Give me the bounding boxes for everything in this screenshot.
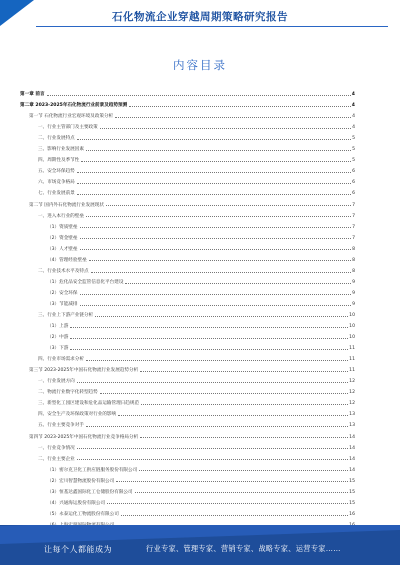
table-of-contents [20, 86, 355, 528]
toc-leader-dots [95, 316, 348, 317]
toc-entry-page: 7 [352, 213, 355, 219]
toc-entry-label: 一、进入本行业的壁垒 [38, 213, 84, 219]
toc-entry-label: 第二节 国内外石化物流行业发展现状 [29, 202, 104, 208]
toc-entry[interactable] [20, 174, 355, 185]
toc-entry[interactable] [20, 141, 355, 152]
toc-entry-page: 15 [349, 478, 355, 484]
toc-entry-page: 6 [352, 169, 355, 175]
toc-entry-label: 第一节 石化物流行业宏观环境及政策分析 [29, 114, 114, 120]
toc-entry[interactable] [20, 473, 355, 484]
toc-entry[interactable] [20, 307, 355, 318]
toc-entry-label: 二、行业技术水平及特点 [38, 268, 89, 274]
toc-entry-page: 14 [349, 467, 355, 473]
toc-leader-dots [140, 437, 348, 438]
toc-entry-page: 11 [349, 357, 355, 363]
toc-leader-dots [70, 338, 348, 339]
toc-entry-label: （3）恒基达鑫国际化工仓储股份有限公司 [47, 489, 133, 495]
toc-leader-dots [129, 106, 351, 107]
toc-entry-page: 9 [352, 301, 355, 307]
toc-entry-page: 9 [352, 279, 355, 285]
toc-entry-page: 12 [349, 401, 355, 407]
toc-leader-dots [47, 95, 351, 96]
toc-entry-page: 5 [352, 158, 355, 164]
toc-entry[interactable] [20, 318, 355, 329]
toc-entry-label: （4）管理经验壁垒 [47, 257, 87, 263]
toc-entry-label: （3）下游 [47, 346, 69, 352]
toc-leader-dots [141, 404, 348, 405]
toc-entry[interactable] [20, 440, 355, 451]
toc-leader-dots [86, 360, 348, 361]
toc-leader-dots [86, 426, 348, 427]
toc-entry[interactable] [20, 406, 355, 417]
report-title: 石化物流企业穿越周期策略研究报告 [112, 11, 288, 23]
page-footer [0, 525, 400, 565]
toc-entry[interactable] [20, 462, 355, 473]
toc-leader-dots [77, 183, 351, 184]
toc-leader-dots [125, 283, 351, 284]
toc-entry-label: 五、安全环保趋势 [38, 169, 75, 175]
toc-entry-page: 7 [352, 235, 355, 241]
toc-entry-label: 第四节 2023-2025年中国石化物流行业竞争格局分析 [29, 434, 139, 440]
toc-entry-page: 7 [352, 224, 355, 230]
toc-entry-label: 七、行业发展前景 [38, 191, 75, 197]
toc-entry[interactable] [20, 351, 355, 362]
toc-entry-label: 四、安全生产及环保政策对行业的影响 [38, 412, 117, 418]
toc-entry[interactable] [20, 196, 355, 207]
toc-entry-page: 7 [352, 202, 355, 208]
toc-entry[interactable] [20, 329, 355, 340]
toc-entry[interactable] [20, 484, 355, 495]
toc-entry-page: 6 [352, 191, 355, 197]
toc-leader-dots [77, 459, 348, 460]
toc-entry-page: 14 [349, 445, 355, 451]
toc-entry-label: 一、行业发展方向 [38, 379, 75, 385]
toc-entry-label: 二、行业发展特点 [38, 136, 75, 142]
toc-leader-dots [115, 117, 351, 118]
toc-entry-label: （1）上游 [47, 324, 69, 330]
toc-entry-page: 16 [349, 511, 355, 517]
toc-entry[interactable] [20, 252, 355, 263]
toc-leader-dots [106, 205, 351, 206]
toc-entry[interactable] [20, 362, 355, 373]
toc-leader-dots [86, 150, 351, 151]
toc-leader-dots [118, 415, 348, 416]
toc-entry[interactable] [20, 219, 355, 230]
toc-leader-dots [140, 371, 348, 372]
toc-entry[interactable] [20, 495, 355, 506]
toc-entry-label: 一、行业主管部门及主要政策 [38, 125, 98, 131]
toc-leader-dots [80, 238, 352, 239]
toc-leader-dots [80, 294, 352, 295]
toc-leader-dots [121, 515, 348, 516]
toc-entry-label: （5）永泰运化工物流股份有限公司 [47, 511, 119, 517]
toc-leader-dots [80, 249, 352, 250]
toc-leader-dots [80, 305, 352, 306]
toc-entry[interactable] [20, 152, 355, 163]
toc-entry[interactable] [20, 97, 355, 108]
toc-entry-label: （3）人才壁垒 [47, 246, 78, 252]
toc-entry-label: 四、周期性及季节性 [38, 158, 80, 164]
toc-entry-label: （2）资金壁垒 [47, 235, 78, 241]
toc-leader-dots [77, 139, 351, 140]
toc-entry-page: 11 [349, 346, 355, 352]
toc-entry-label: 五、行业主要竞争对手 [38, 423, 84, 429]
toc-entry-label: 三、影响行业发展因素 [38, 147, 84, 153]
toc-entry[interactable] [20, 241, 355, 252]
toc-entry-page: 14 [349, 434, 355, 440]
toc-entry-label: 六、市场竞争格局 [38, 180, 75, 186]
toc-entry-page: 13 [349, 423, 355, 429]
toc-entry[interactable] [20, 263, 355, 274]
toc-entry-page: 15 [349, 500, 355, 506]
toc-entry-label: （2）中游 [47, 335, 69, 341]
footer-slogan: 让每个人都能成为 [44, 545, 112, 554]
toc-entry[interactable] [20, 395, 355, 406]
footer-decoration [0, 525, 400, 545]
toc-entry-label: 第一章 前言 [20, 92, 45, 98]
toc-entry-page: 9 [352, 290, 355, 296]
toc-entry[interactable] [20, 108, 355, 119]
toc-entry-page: 4 [351, 103, 355, 109]
toc-entry-label: （2）安全环保 [47, 290, 78, 296]
toc-entry-page: 8 [352, 268, 355, 274]
toc-entry-label: （1）危化品安全监管信息化平台建设 [47, 279, 124, 285]
toc-entry[interactable] [20, 417, 355, 428]
toc-leader-dots [70, 349, 348, 350]
toc-entry-page: 5 [352, 147, 355, 153]
toc-entry-page: 4 [352, 125, 355, 131]
toc-leader-dots [70, 327, 348, 328]
toc-entry-page: 8 [352, 246, 355, 252]
toc-entry[interactable] [20, 163, 355, 174]
toc-entry[interactable] [20, 296, 355, 307]
toc-entry-label: 一、行业竞争情况 [38, 445, 75, 451]
toc-leader-dots [116, 481, 348, 482]
toc-entry-page: 13 [349, 412, 355, 418]
toc-entry-page: 5 [352, 136, 355, 142]
toc-entry-label: 第二章 2023-2025年石化物流行业前景及趋势预测 [20, 103, 128, 109]
toc-entry[interactable] [20, 340, 355, 351]
toc-leader-dots [135, 492, 349, 493]
toc-entry-page: 10 [349, 335, 355, 341]
toc-entry-label: 第三节 2023-2025年中国石化物流行业发展趋势分析 [29, 368, 139, 374]
page-header [0, 0, 400, 30]
footer-expert-list: 行业专家、管理专家、营销专家、战略专家、运营专家…… [146, 544, 341, 553]
toc-entry[interactable] [20, 384, 355, 395]
toc-leader-dots [81, 161, 351, 162]
toc-entry-page: 8 [352, 257, 355, 263]
toc-leader-dots [77, 382, 348, 383]
toc-entry-page: 12 [349, 390, 355, 396]
toc-entry-page: 4 [352, 114, 355, 120]
toc-entry-label: （4）兴通海运股份有限公司 [47, 500, 106, 506]
toc-entry-page: 10 [349, 312, 355, 318]
toc-entry-label: 三、行业上下游产业链分析 [38, 312, 94, 318]
toc-entry-page: 6 [352, 180, 355, 186]
toc-entry-label: （1）资质壁垒 [47, 224, 78, 230]
toc-entry-label: 二、物流行业数字化转型趋势 [38, 390, 98, 396]
toc-entry[interactable] [20, 506, 355, 517]
toc-leader-dots [77, 172, 351, 173]
toc-entry[interactable] [20, 428, 355, 439]
toc-entry[interactable] [20, 285, 355, 296]
toc-entry-page: 4 [351, 92, 355, 98]
toc-entry-label: 二、行业主要企业 [38, 456, 75, 462]
toc-entry[interactable] [20, 230, 355, 241]
toc-entry[interactable] [20, 274, 355, 285]
toc-leader-dots [89, 260, 351, 261]
toc-entry-label: （1）密尔克卫化工供应链服务股份有限公司 [47, 467, 138, 473]
toc-entry[interactable] [20, 373, 355, 384]
toc-entry-label: （2）宏川智慧物流股份有限公司 [47, 478, 115, 484]
header-rule [36, 26, 388, 27]
toc-entry-page: 11 [349, 368, 355, 374]
toc-entry-label: 四、行业市场需求分析 [38, 357, 84, 363]
toc-leader-dots [91, 272, 352, 273]
toc-entry-page: 12 [349, 379, 355, 385]
toc-leader-dots [100, 393, 348, 394]
toc-heading: 内容目录 [173, 58, 227, 72]
toc-entry-label: （3）节能减排 [47, 301, 78, 307]
toc-leader-dots [107, 503, 348, 504]
toc-entry-page: 15 [349, 489, 355, 495]
toc-entry-page: 10 [349, 324, 355, 330]
toc-leader-dots [139, 470, 348, 471]
toc-entry[interactable] [20, 130, 355, 141]
toc-entry[interactable] [20, 208, 355, 219]
toc-leader-dots [80, 227, 352, 228]
toc-leader-dots [77, 194, 351, 195]
toc-leader-dots [77, 448, 348, 449]
toc-entry-label: 三、新型化工园区建设和危化品运输管理日趋规范 [38, 401, 140, 407]
toc-entry[interactable] [20, 119, 355, 130]
toc-leader-dots [86, 216, 351, 217]
toc-leader-dots [100, 128, 351, 129]
toc-entry[interactable] [20, 451, 355, 462]
toc-entry[interactable] [20, 185, 355, 196]
toc-entry[interactable] [20, 86, 355, 97]
toc-entry-page: 14 [349, 456, 355, 462]
